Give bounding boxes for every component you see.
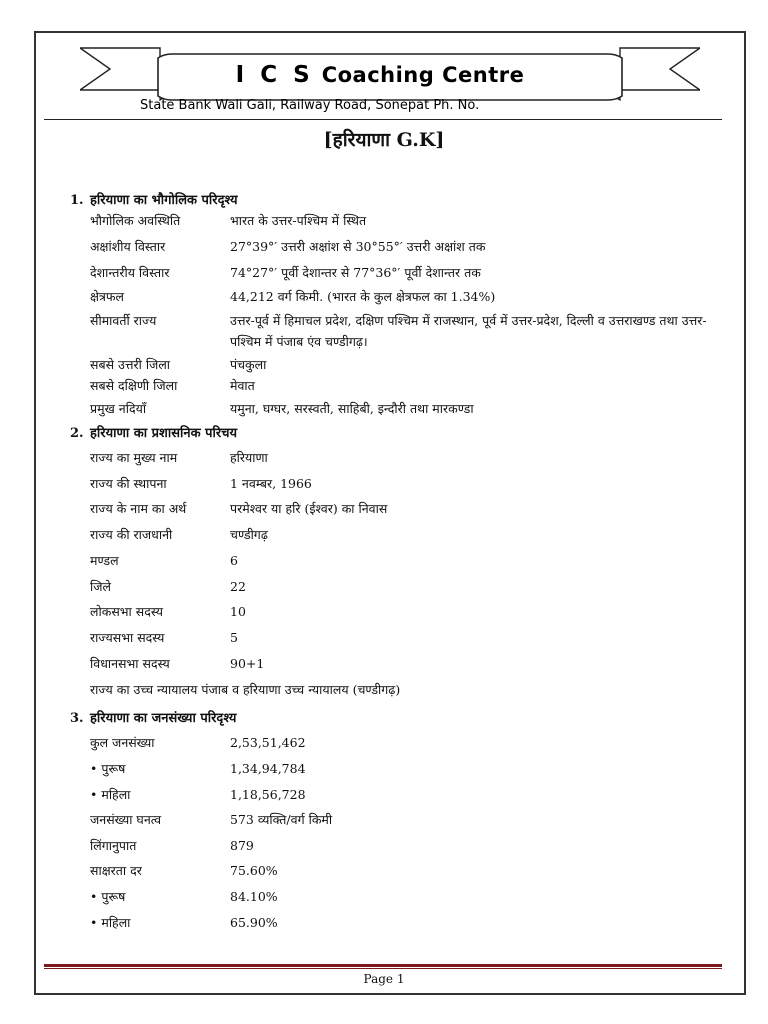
banner-ics: I C S (235, 62, 314, 88)
section-heading: 2. हरियाणा का प्रशासनिक परिचय (70, 426, 238, 441)
banner-title (160, 62, 600, 88)
document-title: [हरियाणा G.K] (323, 129, 445, 151)
footer-divider-thin (44, 968, 722, 969)
page-number: Page 1 (363, 972, 405, 986)
section-heading: 3. हरियाणा का जनसंख्या परिदृश्य (70, 711, 237, 726)
banner-centre: Coaching Centre (321, 63, 525, 87)
section-heading: 1. हरियाणा का भौगोलिक परिदृश्य (70, 193, 238, 208)
header-address: State Bank Wali Gali, Railway Road, Sonepat Ph. No. (140, 98, 480, 113)
footer-divider (44, 964, 722, 967)
header-divider (44, 119, 722, 120)
